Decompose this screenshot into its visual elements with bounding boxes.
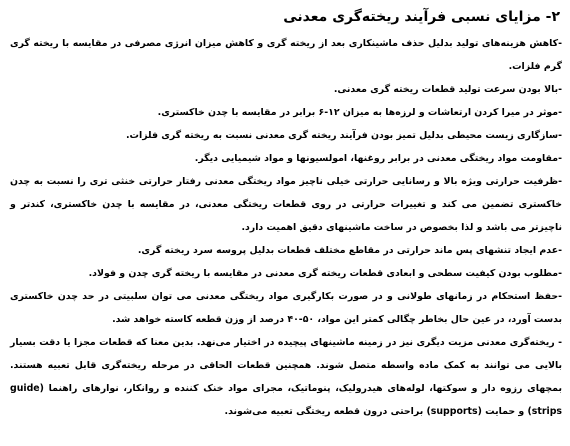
list-item: -مطلوب بودن کیفیت سطحی و ابعادی قطعات ریخته گری معدنی در مقایسه با ریخته گری چدن و فولاد. [88, 268, 562, 279]
list-item: -موثر در میرا کردن ارتعاشات و لرزه‌ها به میزان ۱۲-۶ برابر در مقایسه با چدن خاکستری. [157, 107, 562, 118]
list-item: -کاهش هزینه‌های تولید بدلیل حذف ماشینکاری بعد از ریخته گری و کاهش میزان انرژی مصرفی در مقایسه با ریخته گری گرم فلزات. [10, 38, 562, 72]
list-item-text: - ریخته‌گری معدنی مزیت دیگری نیز در زمینه ماشینهای پیچیده در اختیار می‌نهد. بدین معنا که قطعات مجزا یا دقت بسیار بالایی می توانند به کمک ماده واسطه متصل شوند. همچنین قطعات الحاقی در مرحله ریخته‌گری قابل تعبیه هستند. بمچهای رزوه دار و سوکتها، لوله‌های هیدرولیک، پنوماتیک، مجرای مواد خنک کننده و روانکار، نوارهای راهنما ( [10, 337, 562, 394]
list-item [10, 331, 562, 423]
list-item-text: ) و حمایت ( [477, 406, 532, 417]
list-item: -مقاومت مواد ریختگی معدنی در برابر روغنها، امولسیونها و مواد شیمیایی دیگر. [194, 153, 562, 164]
section-heading: ۲- مزایای نسبی فرآیند ریخته‌گری معدنی [283, 9, 560, 25]
list-item: -عدم ایجاد تنشهای پس ماند حرارتی در مقاطع مختلف قطعات بدلیل پروسه سرد ریخته گری. [137, 245, 562, 256]
latin-term: supports [430, 406, 478, 417]
latin-term: guide strips [10, 383, 562, 417]
list-item: -بالا بودن سرعت تولید قطعات ریخته گری معدنی. [333, 84, 562, 95]
list-item-text: ) براحتی درون قطعه ریختگی تعبیه می‌شوند. [224, 406, 431, 417]
list-item: -ظرفیت حرارتی ویژه بالا و رسانایی حرارتی خیلی ناچیز مواد ریختگی معدنی رفتار حرارتی خنثی تری را نسبت به چدن خاکستری تضمین می کند و تغییرات حرارتی در روی قطعات ریختگی معدنی، در مقایسه با چدن خاکستری، کندتر و ناچیزتر می باشد و لذا بخصوص در ساخت ماشینهای دقیق اهمیت دارد. [10, 176, 562, 233]
list-item: -حفظ استحکام در زمانهای طولانی و در صورت بکارگیری مواد ریختگی معدنی می توان سلبیتی در حد چدن خاکستری بدست آورد، در عین حال بخاطر چگالی کمتر این مواد، ۵۰-۴۰ درصد از وزن قطعه کاسته خواهد شد. [10, 291, 562, 325]
list-item: -سازگاری زیست محیطی بدلیل تمیز بودن فرآیند ریخته گری معدنی نسبت به ریخته گری فلزات. [126, 130, 562, 141]
